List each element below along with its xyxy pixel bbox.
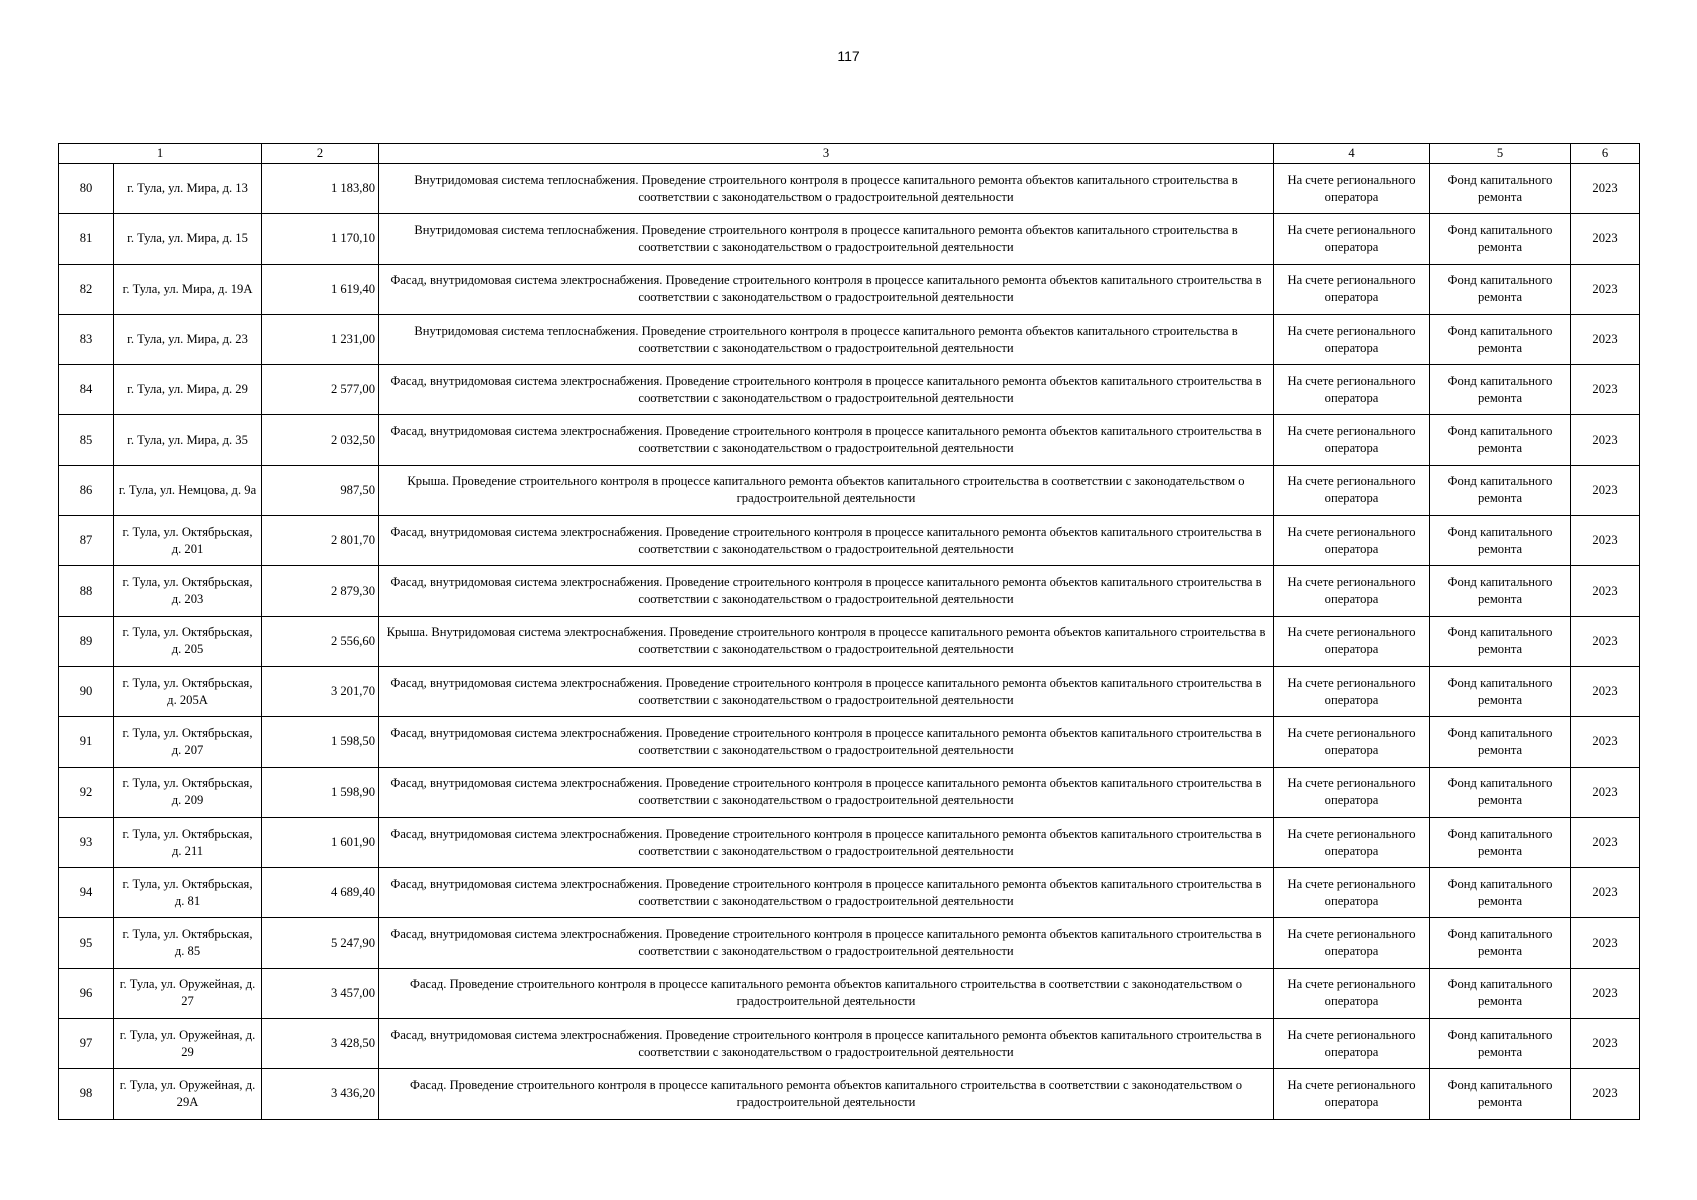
account-cell: На счете регионального оператора xyxy=(1274,1019,1430,1069)
area-cell: 1 598,90 xyxy=(262,767,379,817)
funding-source-cell: Фонд капитального ремонта xyxy=(1430,214,1571,264)
row-number: 87 xyxy=(59,516,114,566)
funding-source-cell: Фонд капитального ремонта xyxy=(1430,314,1571,364)
address-cell: г. Тула, ул. Октябрьская, д. 85 xyxy=(114,918,262,968)
address-cell: г. Тула, ул. Октябрьская, д. 211 xyxy=(114,817,262,867)
address-cell: г. Тула, ул. Мира, д. 13 xyxy=(114,164,262,214)
year-cell: 2023 xyxy=(1571,868,1640,918)
address-cell: г. Тула, ул. Мира, д. 29 xyxy=(114,365,262,415)
funding-source-cell: Фонд капитального ремонта xyxy=(1430,365,1571,415)
funding-source-cell: Фонд капитального ремонта xyxy=(1430,616,1571,666)
account-cell: На счете регионального оператора xyxy=(1274,465,1430,515)
work-type-cell: Фасад, внутридомовая система электроснабжения. Проведение строительного контроля в процессе капитального ремонта объектов капитального строительства в соответствии с законодательством о градостроительной деятельности xyxy=(379,415,1274,465)
address-cell: г. Тула, ул. Мира, д. 35 xyxy=(114,415,262,465)
funding-source-cell: Фонд капитального ремонта xyxy=(1430,1069,1571,1119)
year-cell: 2023 xyxy=(1571,264,1640,314)
account-cell: На счете регионального оператора xyxy=(1274,868,1430,918)
work-type-cell: Фасад, внутридомовая система электроснабжения. Проведение строительного контроля в процессе капитального ремонта объектов капитального строительства в соответствии с законодательством о градостроительной деятельности xyxy=(379,264,1274,314)
area-cell: 1 231,00 xyxy=(262,314,379,364)
table-row xyxy=(59,566,1640,616)
account-cell: На счете регионального оператора xyxy=(1274,767,1430,817)
year-cell: 2023 xyxy=(1571,616,1640,666)
address-cell: г. Тула, ул. Октябрьская, д. 203 xyxy=(114,566,262,616)
address-cell: г. Тула, ул. Октябрьская, д. 201 xyxy=(114,516,262,566)
area-cell: 3 428,50 xyxy=(262,1019,379,1069)
column-header-2: 2 xyxy=(262,144,379,164)
table-row xyxy=(59,767,1640,817)
year-cell: 2023 xyxy=(1571,415,1640,465)
address-cell: г. Тула, ул. Октябрьская, д. 209 xyxy=(114,767,262,817)
table-row xyxy=(59,868,1640,918)
account-cell: На счете регионального оператора xyxy=(1274,164,1430,214)
row-number: 83 xyxy=(59,314,114,364)
area-cell: 1 601,90 xyxy=(262,817,379,867)
account-cell: На счете регионального оператора xyxy=(1274,566,1430,616)
address-cell: г. Тула, ул. Оружейная, д. 27 xyxy=(114,968,262,1018)
address-cell: г. Тула, ул. Октябрьская, д. 81 xyxy=(114,868,262,918)
year-cell: 2023 xyxy=(1571,666,1640,716)
account-cell: На счете регионального оператора xyxy=(1274,918,1430,968)
row-number: 93 xyxy=(59,817,114,867)
address-cell: г. Тула, ул. Октябрьская, д. 205 xyxy=(114,616,262,666)
year-cell: 2023 xyxy=(1571,1069,1640,1119)
work-type-cell: Крыша. Проведение строительного контроля в процессе капитального ремонта объектов капитального строительства в соответствии с законодательством о градостроительной деятельности xyxy=(379,465,1274,515)
account-cell: На счете регионального оператора xyxy=(1274,264,1430,314)
year-cell: 2023 xyxy=(1571,566,1640,616)
work-type-cell: Внутридомовая система теплоснабжения. Проведение строительного контроля в процессе капитального ремонта объектов капитального строительства в соответствии с законодательством о градостроительной деятельности xyxy=(379,214,1274,264)
table-row xyxy=(59,616,1640,666)
row-number: 98 xyxy=(59,1069,114,1119)
address-cell: г. Тула, ул. Немцова, д. 9а xyxy=(114,465,262,515)
year-cell: 2023 xyxy=(1571,1019,1640,1069)
account-cell: На счете регионального оператора xyxy=(1274,314,1430,364)
table-row xyxy=(59,1019,1640,1069)
year-cell: 2023 xyxy=(1571,767,1640,817)
row-number: 85 xyxy=(59,415,114,465)
year-cell: 2023 xyxy=(1571,717,1640,767)
work-type-cell: Фасад, внутридомовая система электроснабжения. Проведение строительного контроля в процессе капитального ремонта объектов капитального строительства в соответствии с законодательством о градостроительной деятельности xyxy=(379,817,1274,867)
table-row xyxy=(59,465,1640,515)
year-cell: 2023 xyxy=(1571,918,1640,968)
year-cell: 2023 xyxy=(1571,817,1640,867)
funding-source-cell: Фонд капитального ремонта xyxy=(1430,1019,1571,1069)
account-cell: На счете регионального оператора xyxy=(1274,415,1430,465)
area-cell: 4 689,40 xyxy=(262,868,379,918)
account-cell: На счете регионального оператора xyxy=(1274,516,1430,566)
table-row xyxy=(59,314,1640,364)
row-number: 94 xyxy=(59,868,114,918)
page-number: 117 xyxy=(837,48,860,64)
table-row xyxy=(59,365,1640,415)
funding-source-cell: Фонд капитального ремонта xyxy=(1430,717,1571,767)
funding-source-cell: Фонд капитального ремонта xyxy=(1430,767,1571,817)
year-cell: 2023 xyxy=(1571,164,1640,214)
table-row xyxy=(59,918,1640,968)
account-cell: На счете регионального оператора xyxy=(1274,666,1430,716)
column-header-1: 1 xyxy=(59,144,262,164)
work-type-cell: Фасад. Проведение строительного контроля в процессе капитального ремонта объектов капитального строительства в соответствии с законодательством о градостроительной деятельности xyxy=(379,968,1274,1018)
account-cell: На счете регионального оператора xyxy=(1274,214,1430,264)
funding-source-cell: Фонд капитального ремонта xyxy=(1430,465,1571,515)
funding-source-cell: Фонд капитального ремонта xyxy=(1430,817,1571,867)
table-row xyxy=(59,717,1640,767)
row-number: 84 xyxy=(59,365,114,415)
table-row xyxy=(59,968,1640,1018)
row-number: 92 xyxy=(59,767,114,817)
work-type-cell: Фасад, внутридомовая система электроснабжения. Проведение строительного контроля в процессе капитального ремонта объектов капитального строительства в соответствии с законодательством о градостроительной деятельности xyxy=(379,717,1274,767)
capital-repair-table xyxy=(58,143,1640,1120)
funding-source-cell: Фонд капитального ремонта xyxy=(1430,264,1571,314)
table-row xyxy=(59,415,1640,465)
funding-source-cell: Фонд капитального ремонта xyxy=(1430,868,1571,918)
area-cell: 1 619,40 xyxy=(262,264,379,314)
work-type-cell: Фасад, внутридомовая система электроснабжения. Проведение строительного контроля в процессе капитального ремонта объектов капитального строительства в соответствии с законодательством о градостроительной деятельности xyxy=(379,666,1274,716)
table-row xyxy=(59,1069,1640,1119)
row-number: 96 xyxy=(59,968,114,1018)
area-cell: 2 556,60 xyxy=(262,616,379,666)
area-cell: 2 032,50 xyxy=(262,415,379,465)
funding-source-cell: Фонд капитального ремонта xyxy=(1430,666,1571,716)
account-cell: На счете регионального оператора xyxy=(1274,968,1430,1018)
address-cell: г. Тула, ул. Мира, д. 15 xyxy=(114,214,262,264)
work-type-cell: Фасад. Проведение строительного контроля в процессе капитального ремонта объектов капитального строительства в соответствии с законодательством о градостроительной деятельности xyxy=(379,1069,1274,1119)
area-cell: 3 436,20 xyxy=(262,1069,379,1119)
work-type-cell: Фасад, внутридомовая система электроснабжения. Проведение строительного контроля в процессе капитального ремонта объектов капитального строительства в соответствии с законодательством о градостроительной деятельности xyxy=(379,516,1274,566)
row-number: 80 xyxy=(59,164,114,214)
year-cell: 2023 xyxy=(1571,365,1640,415)
area-cell: 3 201,70 xyxy=(262,666,379,716)
address-cell: г. Тула, ул. Октябрьская, д. 207 xyxy=(114,717,262,767)
work-type-cell: Фасад, внутридомовая система электроснабжения. Проведение строительного контроля в процессе капитального ремонта объектов капитального строительства в соответствии с законодательством о градостроительной деятельности xyxy=(379,868,1274,918)
year-cell: 2023 xyxy=(1571,465,1640,515)
row-number: 90 xyxy=(59,666,114,716)
area-cell: 1 598,50 xyxy=(262,717,379,767)
year-cell: 2023 xyxy=(1571,314,1640,364)
address-cell: г. Тула, ул. Мира, д. 23 xyxy=(114,314,262,364)
work-type-cell: Фасад, внутридомовая система электроснабжения. Проведение строительного контроля в процессе капитального ремонта объектов капитального строительства в соответствии с законодательством о градостроительной деятельности xyxy=(379,767,1274,817)
work-type-cell: Внутридомовая система теплоснабжения. Проведение строительного контроля в процессе капитального ремонта объектов капитального строительства в соответствии с законодательством о градостроительной деятельности xyxy=(379,314,1274,364)
funding-source-cell: Фонд капитального ремонта xyxy=(1430,918,1571,968)
year-cell: 2023 xyxy=(1571,968,1640,1018)
funding-source-cell: Фонд капитального ремонта xyxy=(1430,968,1571,1018)
address-cell: г. Тула, ул. Оружейная, д. 29 xyxy=(114,1019,262,1069)
area-cell: 5 247,90 xyxy=(262,918,379,968)
area-cell: 1 170,10 xyxy=(262,214,379,264)
area-cell: 2 879,30 xyxy=(262,566,379,616)
table-body xyxy=(59,164,1640,1120)
column-header-3: 3 xyxy=(379,144,1274,164)
work-type-cell: Крыша. Внутридомовая система электроснабжения. Проведение строительного контроля в процессе капитального ремонта объектов капитального строительства в соответствии с законодательством о градостроительной деятельности xyxy=(379,616,1274,666)
row-number: 95 xyxy=(59,918,114,968)
area-cell: 2 801,70 xyxy=(262,516,379,566)
row-number: 81 xyxy=(59,214,114,264)
area-cell: 987,50 xyxy=(262,465,379,515)
account-cell: На счете регионального оператора xyxy=(1274,717,1430,767)
work-type-cell: Фасад, внутридомовая система электроснабжения. Проведение строительного контроля в процессе капитального ремонта объектов капитального строительства в соответствии с законодательством о градостроительной деятельности xyxy=(379,1019,1274,1069)
table-row xyxy=(59,214,1640,264)
column-header-4: 4 xyxy=(1274,144,1430,164)
row-number: 91 xyxy=(59,717,114,767)
funding-source-cell: Фонд капитального ремонта xyxy=(1430,566,1571,616)
table-row xyxy=(59,264,1640,314)
table-row xyxy=(59,817,1640,867)
row-number: 88 xyxy=(59,566,114,616)
address-cell: г. Тула, ул. Оружейная, д. 29А xyxy=(114,1069,262,1119)
account-cell: На счете регионального оператора xyxy=(1274,817,1430,867)
column-header-6: 6 xyxy=(1571,144,1640,164)
row-number: 97 xyxy=(59,1019,114,1069)
row-number: 89 xyxy=(59,616,114,666)
funding-source-cell: Фонд капитального ремонта xyxy=(1430,415,1571,465)
work-type-cell: Фасад, внутридомовая система электроснабжения. Проведение строительного контроля в процессе капитального ремонта объектов капитального строительства в соответствии с законодательством о градостроительной деятельности xyxy=(379,365,1274,415)
area-cell: 3 457,00 xyxy=(262,968,379,1018)
year-cell: 2023 xyxy=(1571,214,1640,264)
table-row xyxy=(59,164,1640,214)
column-header-5: 5 xyxy=(1430,144,1571,164)
account-cell: На счете регионального оператора xyxy=(1274,1069,1430,1119)
table-row xyxy=(59,516,1640,566)
address-cell: г. Тула, ул. Октябрьская, д. 205А xyxy=(114,666,262,716)
row-number: 82 xyxy=(59,264,114,314)
funding-source-cell: Фонд капитального ремонта xyxy=(1430,516,1571,566)
work-type-cell: Внутридомовая система теплоснабжения. Проведение строительного контроля в процессе капитального ремонта объектов капитального строительства в соответствии с законодательством о градостроительной деятельности xyxy=(379,164,1274,214)
account-cell: На счете регионального оператора xyxy=(1274,616,1430,666)
table-row xyxy=(59,666,1640,716)
column-number-header-row xyxy=(59,144,1640,164)
area-cell: 1 183,80 xyxy=(262,164,379,214)
area-cell: 2 577,00 xyxy=(262,365,379,415)
work-type-cell: Фасад, внутридомовая система электроснабжения. Проведение строительного контроля в процессе капитального ремонта объектов капитального строительства в соответствии с законодательством о градостроительной деятельности xyxy=(379,918,1274,968)
address-cell: г. Тула, ул. Мира, д. 19А xyxy=(114,264,262,314)
work-type-cell: Фасад, внутридомовая система электроснабжения. Проведение строительного контроля в процессе капитального ремонта объектов капитального строительства в соответствии с законодательством о градостроительной деятельности xyxy=(379,566,1274,616)
account-cell: На счете регионального оператора xyxy=(1274,365,1430,415)
row-number: 86 xyxy=(59,465,114,515)
funding-source-cell: Фонд капитального ремонта xyxy=(1430,164,1571,214)
year-cell: 2023 xyxy=(1571,516,1640,566)
